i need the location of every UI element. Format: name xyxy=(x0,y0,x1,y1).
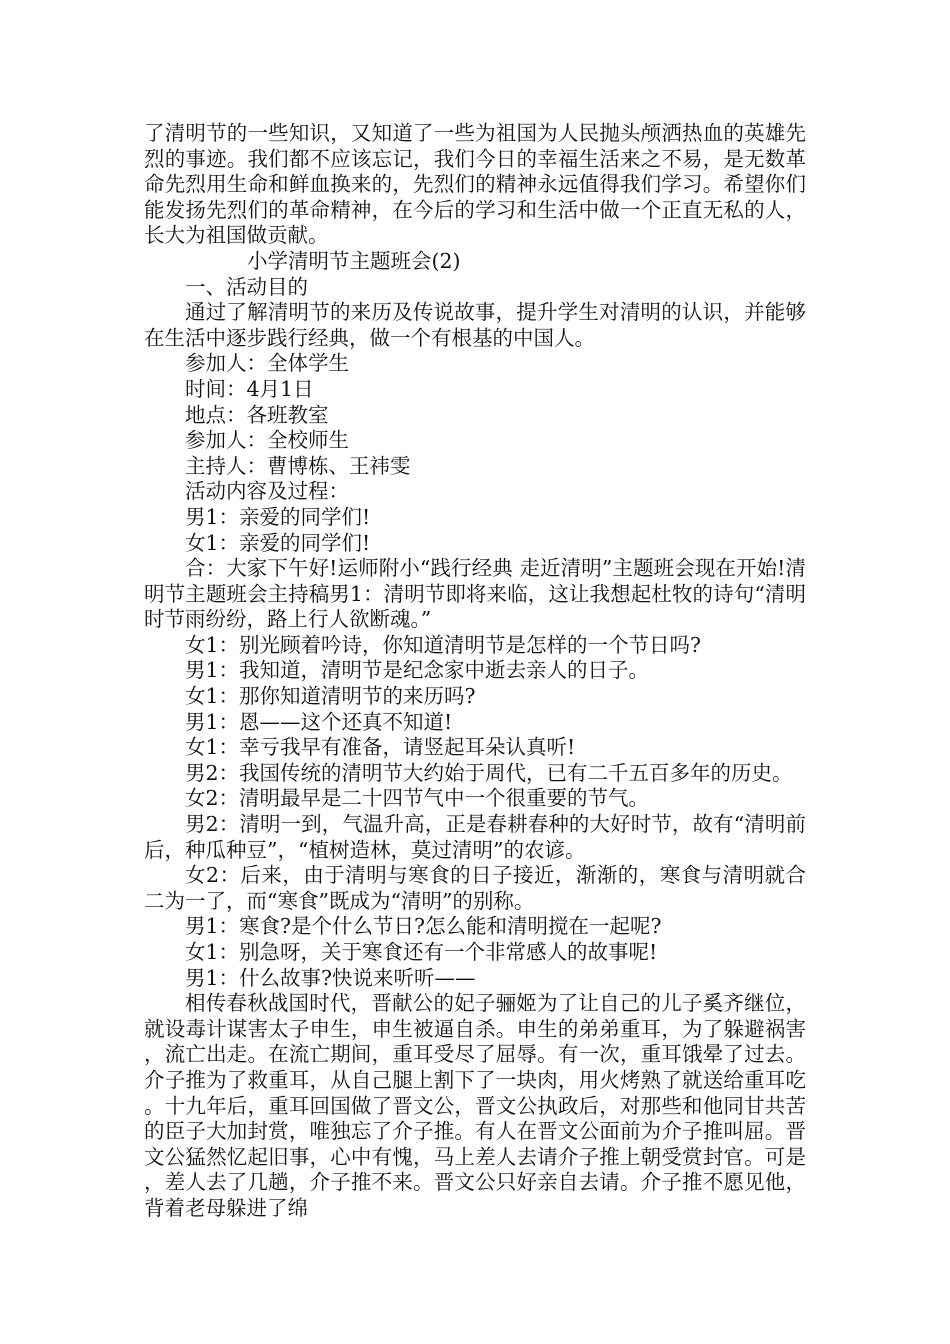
dialogue-line: 男1：我知道，清明节是纪念家中逝去亲人的日子。 xyxy=(185,658,650,683)
paragraph-intro-conclusion: 了清明节的一些知识，又知道了一些为祖国为人民抛头颅洒热血的英雄先烈的事迹。我们都不应该忘记，我们今日的幸福生活来之不易，是无数革命先烈用生命和鲜血换来的，先烈们的精神永远值得我们学习。希望你们能发扬先烈们的革命精神，在今后的学习和生活中做一个正直无私的人，长大为祖国做贡献。 xyxy=(144,121,806,248)
dialogue-line: 男1：恩——这个还真不知道! xyxy=(185,709,453,734)
line-participants-staff: 参加人：全校师生 xyxy=(185,428,349,453)
dialogue-line: 女1：那你知道清明节的来历吗? xyxy=(185,684,476,709)
dialogue-line: 男2：清明一到，气温升高，正是春耕春种的大好时节，故有“清明前后，种瓜种豆”，“植树造林，莫过清明”的农谚。 xyxy=(144,812,806,862)
dialogue-line: 女1：别光顾着吟诗，你知道清明节是怎样的一个节日吗? xyxy=(185,632,702,657)
line-content-heading: 活动内容及过程： xyxy=(185,479,349,504)
line-time: 时间：4月1日 xyxy=(185,376,314,401)
dialogue-line: 女1：亲爱的同学们! xyxy=(185,530,371,555)
dialogue-line: 男2：我国传统的清明节大约始于周代，已有二千五百多年的历史。 xyxy=(185,760,793,785)
dialogue-line: 男1：寒食?是个什么节日?怎么能和清明搅在一起呢? xyxy=(185,914,662,939)
paragraph-purpose: 通过了解清明节的来历及传说故事，提升学生对清明的认识，并能够在生活中逐步践行经典，做一个有根基的中国人。 xyxy=(144,300,806,350)
paragraph-legend-story: 相传春秋战国时代，晋献公的妃子骊姬为了让自己的儿子奚齐继位，就设毒计谋害太子申生，申生被逼自杀。申生的弟弟重耳，为了躲避祸害，流亡出走。在流亡期间，重耳受尽了屈辱。有一次，重耳饿晕了过去。介子推为了救重耳，从自己腿上割下了一块肉，用火烤熟了就送给重耳吃。十九年后，重耳回国做了晋文公，晋文公执政后，对那些和他同甘共苦的臣子大加封赏，唯独忘了介子推。有人在晋文公面前为介子推叫屈。晋文公猛然忆起旧事，心中有愧，马上差人去请介子推上朝受赏封官。可是，差人去了几趟，介子推不来。晋文公只好亲自去请。介子推不愿见他，背着老母躲进了绵 xyxy=(144,991,806,1220)
dialogue-line: 男1：亲爱的同学们! xyxy=(185,504,371,529)
section-title: 小学清明节主题班会(2) xyxy=(247,248,461,273)
dialogue-line: 女2：后来，由于清明与寒食的日子接近，渐渐的，寒食与清明就合二为一了，而“寒食”既成为“清明”的别称。 xyxy=(144,863,806,913)
line-participants: 参加人：全体学生 xyxy=(185,351,349,376)
line-location: 地点：各班教室 xyxy=(185,402,329,427)
heading-activity-purpose: 一、活动目的 xyxy=(185,274,308,299)
line-hosts: 主持人：曹博栋、王祎雯 xyxy=(185,453,411,478)
dialogue-line: 男1：什么故事?快说来听听—— xyxy=(185,965,476,990)
dialogue-line: 女1：幸亏我早有准备，请竖起耳朵认真听! xyxy=(185,735,576,760)
dialogue-line: 合：大家下午好!运师附小“践行经典 走近清明”主题班会现在开始!清明节主题班会主持稿男1：清明节即将来临，这让我想起杜牧的诗句“清明时节雨纷纷，路上行人欲断魂。” xyxy=(144,556,806,632)
dialogue-line: 女1：别急呀，关于寒食还有一个非常感人的故事呢! xyxy=(185,940,658,964)
document-page xyxy=(144,121,806,1222)
dialogue-line: 女2：清明最早是二十四节气中一个很重要的节气。 xyxy=(185,786,650,811)
